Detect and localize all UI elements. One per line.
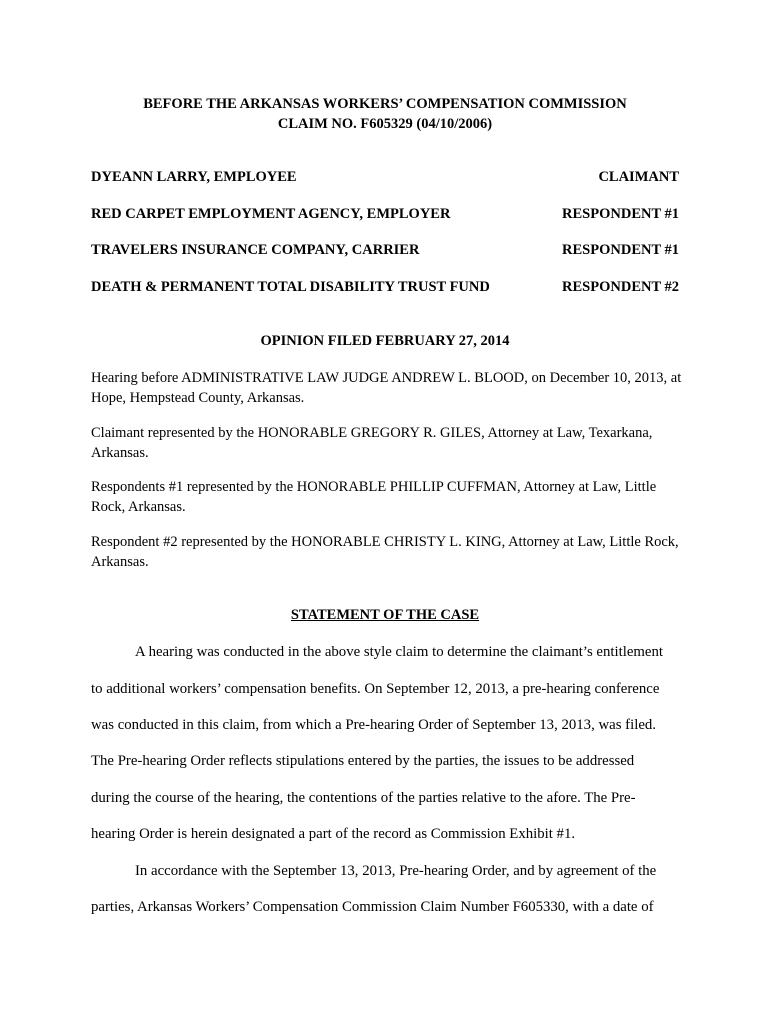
opinion-filed-date: OPINION FILED FEBRUARY 27, 2014 (260, 333, 510, 349)
party-name: DEATH & PERMANENT TOTAL DISABILITY TRUST FUND (91, 279, 490, 295)
body-line: In accordance with the September 13, 2013, Pre-hearing Order, and by agreement of the (135, 863, 657, 879)
hearing-paragraph: Hearing before ADMINISTRATIVE LAW JUDGE ANDREW L. BLOOD, on December 10, 2013, at Hope, Hempstead County, Arkansas. (91, 370, 682, 406)
party-name: DYEANN LARRY, EMPLOYEE (91, 169, 297, 185)
party-name: RED CARPET EMPLOYMENT AGENCY, EMPLOYER (91, 206, 451, 222)
body-line: parties, Arkansas Workers’ Compensation Commission Claim Number F605330, with a date of (91, 899, 654, 915)
section-heading (0, 606, 770, 624)
party-role: RESPONDENT #1 (562, 242, 679, 258)
claim-number: CLAIM NO. F605329 (04/10/2006) (277, 116, 493, 132)
statement-heading: STATEMENT OF THE CASE (290, 607, 480, 623)
respondent2-representation: Respondent #2 represented by the HONORABLE CHRISTY L. KING, Attorney at Law, Little Rock, Arkansas. (91, 534, 679, 570)
claimant-representation: Claimant represented by the HONORABLE GREGORY R. GILES, Attorney at Law, Texarkana, Arkansas. (91, 425, 653, 461)
body-line: hearing Order is herein designated a part of the record as Commission Exhibit #1. (91, 826, 576, 842)
body-line: during the course of the hearing, the contentions of the parties relative to the afore. The Pre- (91, 790, 636, 806)
body-line: to additional workers’ compensation benefits. On September 12, 2013, a pre-hearing conference (91, 681, 660, 697)
party-name: TRAVELERS INSURANCE COMPANY, CARRIER (91, 242, 420, 258)
respondent1-representation: Respondents #1 represented by the HONORABLE PHILLIP CUFFMAN, Attorney at Law, Little Rock, Arkansas. (91, 479, 657, 515)
body-line: was conducted in this claim, from which a Pre-hearing Order of September 13, 2013, was filed. (91, 717, 656, 733)
party-role: CLAIMANT (598, 169, 679, 185)
commission-title: BEFORE THE ARKANSAS WORKERS’ COMPENSATION COMMISSION (143, 96, 627, 112)
party-role: RESPONDENT #2 (562, 279, 679, 295)
body-line: A hearing was conducted in the above style claim to determine the claimant’s entitlement (135, 644, 663, 660)
body-line: The Pre-hearing Order reflects stipulations entered by the parties, the issues to be addressed (91, 753, 635, 769)
party-role: RESPONDENT #1 (562, 206, 679, 222)
